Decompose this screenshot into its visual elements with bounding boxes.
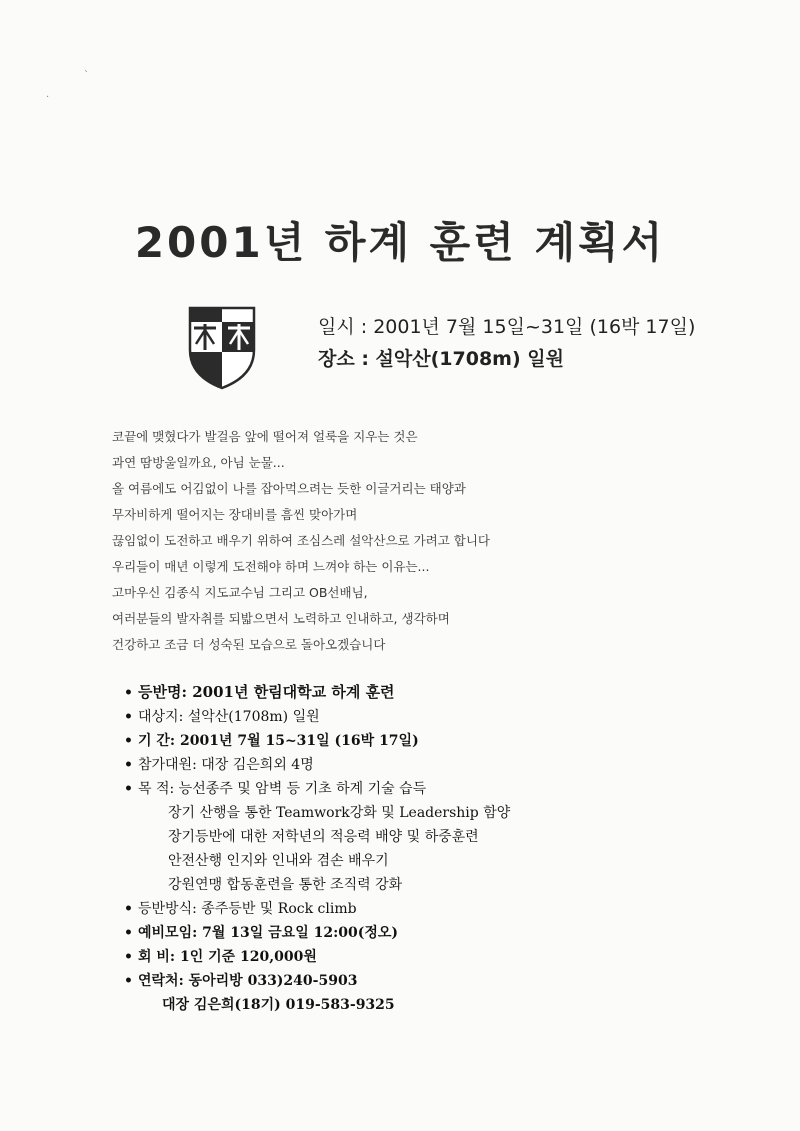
bullet-icon: • <box>124 925 133 941</box>
detail-members: • 참가대원: 대장 김은희외 4명 <box>124 753 510 777</box>
detail-team-name: • 등반명: 2001년 한림대학교 하계 훈련 <box>124 680 510 705</box>
bullet-icon: • <box>124 685 133 701</box>
detail-prelim-meeting: • 예비모임: 7월 13일 금요일 12:00(정오) <box>124 921 510 945</box>
detail-fee: • 회 비: 1인 기준 120,000원 <box>124 945 510 969</box>
poem-line: 고마우신 김종식 지도교수님 그리고 OB선배님, <box>112 585 368 600</box>
poem-line: 과연 땀방울일까요, 아님 눈물... <box>112 455 285 470</box>
purpose-item: 장기 산행을 통한 Teamwork강화 및 Leadership 함양 <box>168 805 511 821</box>
poem-line: 우리들이 매년 이렇게 도전해야 하며 느껴야 하는 이유는... <box>112 559 430 574</box>
poem-line: 여러분들의 발자취를 되밟으면서 노력하고 인내하고, 생각하며 <box>112 611 450 626</box>
bullet-icon: • <box>124 709 133 725</box>
scan-speck: · <box>46 92 50 103</box>
club-emblem-shield-icon <box>186 304 258 390</box>
page-title: 2001년 하계 훈련 계획서 <box>134 218 666 267</box>
poem-line: 올 여름에도 어김없이 나를 잡아먹으려는 듯한 이글거리는 태양과 <box>112 481 466 496</box>
detail-period: • 기 간: 2001년 7월 15~31일 (16박 17일) <box>124 729 510 753</box>
detail-target: • 대상지: 설악산(1708m) 일원 <box>124 705 510 729</box>
detail-contact: • 연락처: 동아리방 033)240-5903 <box>124 969 510 993</box>
bullet-icon: • <box>124 949 133 965</box>
poem-line: 건강하고 조금 더 성숙된 모습으로 돌아오겠습니다 <box>112 637 386 652</box>
bullet-icon: • <box>124 973 133 989</box>
detail-purpose: • 목 적: 능선종주 및 암벽 등 기초 하계 기술 습득 <box>124 777 510 801</box>
purpose-item: 안전산행 인지와 인내와 겸손 배우기 <box>168 853 389 869</box>
detail-method: • 등반방식: 종주등반 및 Rock climb <box>124 897 510 921</box>
header-info <box>318 311 695 375</box>
place-line: 장소 : 설악산(1708m) 일원 <box>318 348 564 370</box>
bullet-icon: • <box>124 781 133 797</box>
bullet-icon: • <box>124 901 133 917</box>
intro-poem <box>112 424 490 658</box>
bullet-icon: • <box>124 757 133 773</box>
poem-line: 무자비하게 떨어지는 장대비를 흠씬 맞아가며 <box>112 507 358 522</box>
purpose-item: 장기등반에 대한 저학년의 적응력 배양 및 하중훈련 <box>168 829 479 845</box>
poem-line: 코끝에 맺혔다가 발걸음 앞에 떨어져 얼룩을 지우는 것은 <box>112 429 418 444</box>
poem-line: 끊임없이 도전하고 배우기 위하여 조심스레 설악산으로 가려고 합니다 <box>112 533 490 548</box>
plan-details <box>124 680 510 1017</box>
scan-speck: ˋ <box>84 70 89 81</box>
detail-contact-leader: 대장 김은희(18기) 019-583-9325 <box>162 997 395 1013</box>
date-line: 일시 : 2001년 7월 15일~31일 (16박 17일) <box>318 316 696 338</box>
purpose-item: 강원연맹 합동훈련을 통한 조직력 강화 <box>168 877 403 893</box>
bullet-icon: • <box>124 733 133 749</box>
